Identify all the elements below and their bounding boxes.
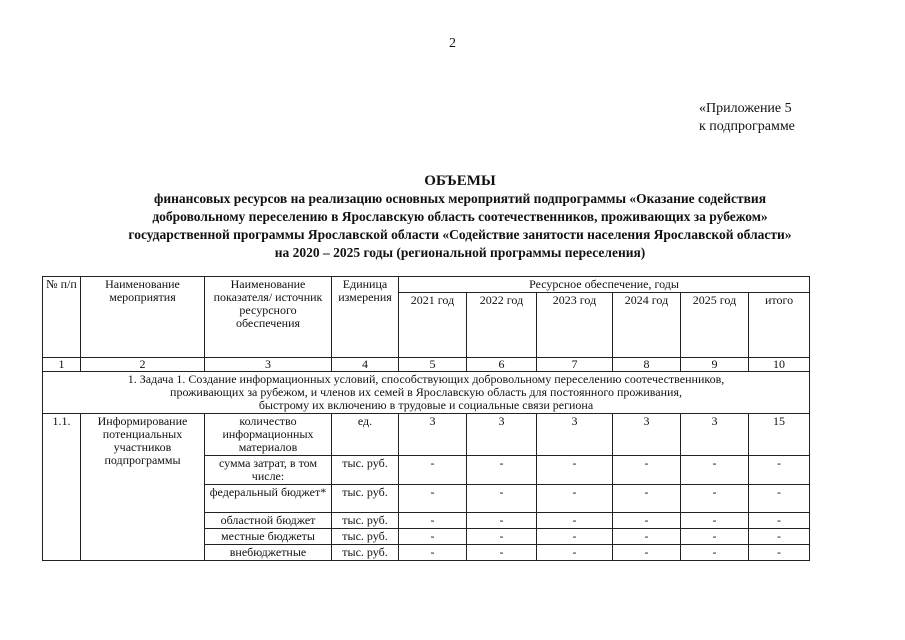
page-number: 2 [449, 36, 456, 51]
row-value: 3 [537, 414, 613, 456]
row-value: 3 [681, 414, 749, 456]
row-value: - [613, 513, 681, 529]
row-value: - [681, 545, 749, 561]
row-value: - [399, 456, 467, 485]
row-value: - [681, 513, 749, 529]
header-year-2025: 2025 год [681, 293, 749, 358]
row-unit: ед. [332, 414, 399, 456]
header-year-2021: 2021 год [399, 293, 467, 358]
task-line-1: 1. Задача 1. Создание информационных условий, способствующих добровольному переселению соотечественников, [127, 372, 725, 386]
row-unit: тыс. руб. [332, 456, 399, 485]
column-number-row [43, 358, 810, 372]
item-name: Информирование потенциальных участников подпрограммы [81, 414, 205, 561]
column-number: 8 [613, 358, 681, 372]
header-year-2024: 2024 год [613, 293, 681, 358]
row-value: 3 [613, 414, 681, 456]
header-year-2023: 2023 год [537, 293, 613, 358]
row-unit: тыс. руб. [332, 545, 399, 561]
row-value: - [537, 529, 613, 545]
column-number: 6 [467, 358, 537, 372]
row-value: - [613, 485, 681, 513]
row-value: - [467, 529, 537, 545]
heading-line-1: финансовых ресурсов на реализацию основных мероприятий подпрограммы «Оказание содействия [153, 191, 766, 206]
row-indicator: местные бюджеты [205, 529, 332, 545]
row-indicator: количество информационных материалов [205, 414, 332, 456]
row-value: 3 [399, 414, 467, 456]
row-unit: тыс. руб. [332, 529, 399, 545]
row-value: - [537, 513, 613, 529]
row-value: - [467, 545, 537, 561]
row-value: - [749, 456, 810, 485]
task-cell [43, 372, 810, 414]
annex-line-2: к подпрограмме [699, 119, 795, 134]
task-line-2: проживающих за рубежом, и членов их семей в Ярославскую область для постоянного проживания, [170, 385, 682, 399]
task-line-3: быстрому их включению в трудовые и социальные связи региона [258, 398, 594, 412]
row-value: - [749, 513, 810, 529]
header-resources: Ресурсное обеспечение, годы [399, 277, 810, 293]
row-indicator: областной бюджет [205, 513, 332, 529]
column-number: 10 [749, 358, 810, 372]
row-indicator: сумма затрат, в том числе: [205, 456, 332, 485]
header-unit: Единица измерения [332, 277, 399, 358]
resources-table [42, 276, 810, 561]
table-header-row [43, 277, 810, 293]
row-value: - [399, 485, 467, 513]
column-number: 2 [81, 358, 205, 372]
row-unit: тыс. руб. [332, 513, 399, 529]
row-value: 15 [749, 414, 810, 456]
heading-line-3: государственной программы Ярославской области «Содействие занятости населения Ярославской области» [128, 227, 792, 242]
row-value: - [467, 513, 537, 529]
heading-line-4: на 2020 – 2025 годы (региональной программы переселения) [274, 245, 646, 260]
column-number: 9 [681, 358, 749, 372]
column-number: 7 [537, 358, 613, 372]
annex-line-1: «Приложение 5 [699, 101, 792, 116]
task-row [43, 372, 810, 414]
row-value: 3 [467, 414, 537, 456]
row-value: - [749, 485, 810, 513]
header-total: итого [749, 293, 810, 358]
header-indicator: Наименование показателя/ источник ресурсного обеспечения [205, 277, 332, 358]
heading-line-2: добровольному переселению в Ярославскую область соотечественников, проживающих за рубежом» [152, 209, 768, 224]
row-value: - [613, 456, 681, 485]
row-value: - [399, 545, 467, 561]
row-value: - [537, 545, 613, 561]
row-value: - [681, 456, 749, 485]
header-event: Наименование мероприятия [81, 277, 205, 358]
document-heading [60, 172, 860, 262]
row-indicator: федеральный бюджет* [205, 485, 332, 513]
row-value: - [681, 485, 749, 513]
column-number: 5 [399, 358, 467, 372]
row-indicator: внебюджетные [205, 545, 332, 561]
row-value: - [467, 456, 537, 485]
column-number: 1 [43, 358, 81, 372]
row-unit: тыс. руб. [332, 485, 399, 513]
header-year-2022: 2022 год [467, 293, 537, 358]
row-value: - [613, 545, 681, 561]
row-value: - [399, 529, 467, 545]
item-number: 1.1. [43, 414, 81, 561]
row-value: - [749, 529, 810, 545]
row-value: - [681, 529, 749, 545]
table-row [43, 414, 810, 456]
header-num: № п/п [43, 277, 81, 358]
row-value: - [537, 485, 613, 513]
row-value: - [467, 485, 537, 513]
column-number: 3 [205, 358, 332, 372]
row-value: - [399, 513, 467, 529]
column-number: 4 [332, 358, 399, 372]
annex-note [699, 100, 795, 136]
document-title: ОБЪЕМЫ [424, 173, 496, 189]
row-value: - [749, 545, 810, 561]
row-value: - [537, 456, 613, 485]
row-value: - [613, 529, 681, 545]
